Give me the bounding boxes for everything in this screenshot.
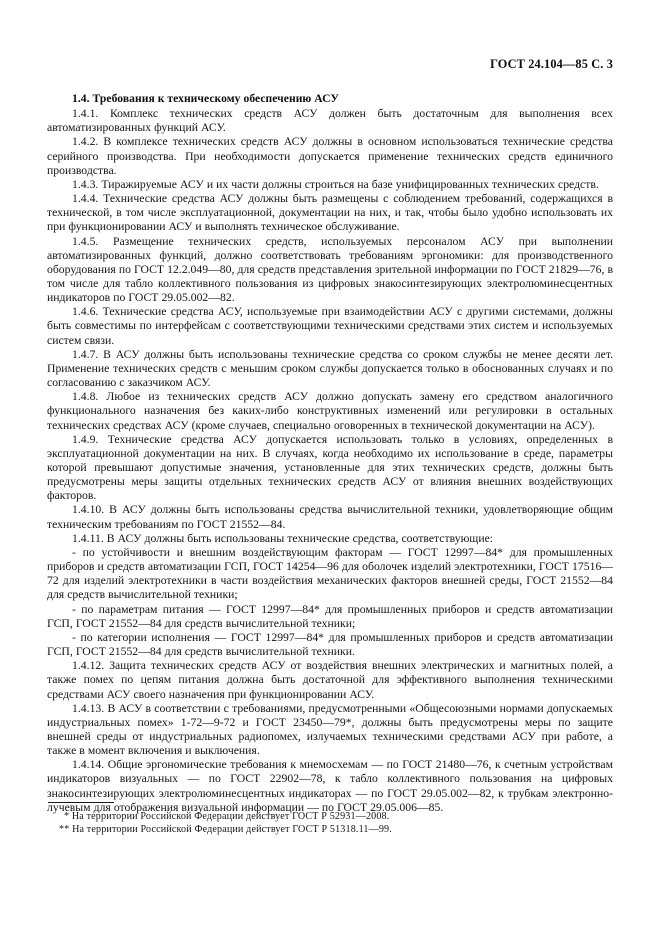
paragraph-1-4-7: 1.4.7. В АСУ должны быть использованы технические средства со сроком службы не менее десяти лет. Применение технических средств с меньшим сроком службы допускается только в обоснованных случаях и по согласованию с заказчиком АСУ. <box>47 347 613 390</box>
footnote-separator-rule <box>48 802 114 803</box>
document-body <box>47 92 613 815</box>
paragraph-1-4-11: 1.4.11. В АСУ должны быть использованы технические средства, соответствующие: <box>72 531 494 545</box>
footnote-single-asterisk: * На территории Российской Федерации действует ГОСТ Р 52931—2008. <box>64 811 390 822</box>
list-item-power: - по параметрам питания — ГОСТ 12997—84* для промышленных приборов и средств автоматизации ГСП, ГОСТ 21552—84 для средств вычислительной техники; <box>47 602 613 630</box>
running-header: ГОСТ 24.104—85 С. 3 <box>490 57 613 71</box>
paragraph-1-4-13: 1.4.13. В АСУ в соответствии с требованиями, предусмотренными «Общесоюзными нормами допускаемых индустриальных помех» 1-72—9-72 и ГОСТ 23450—79*, должны быть предусмотрены меры по защите внешней среды от индустриальных радиопомех, излучаемых техническими средствами АСУ при работе, а также в момент включения и выключения. <box>47 701 613 758</box>
list-item-category: - по категории исполнения — ГОСТ 12997—84* для промышленных приборов и средств автоматизации ГСП, ГОСТ 21552—84 для средств вычислительной техники. <box>47 630 613 659</box>
paragraph-1-4-2: 1.4.2. В комплексе технических средств АСУ должны в основном использоваться технические средства серийного производства. При необходимости допускается применение технических средств единичного производства. <box>47 135 613 177</box>
paragraph-1-4-4: 1.4.4. Технические средства АСУ должны быть размещены с соблюдением требований, содержащихся в технической, в том числе эксплуатационной, документации на них, и так, чтобы было удобно использовать их при функционировании АСУ и выполнять техническое обслуживание. <box>47 192 613 234</box>
footnote-block <box>47 802 613 836</box>
list-item-stability: - по устойчивости и внешним воздействующим факторам — ГОСТ 12997—84* для промышленных приборов и средств автоматизации ГСП, ГОСТ 14254—96 для оболочек изделий электротехники, ГОСТ 17516—72 для изделий электротехники в части воздействия механических факторов внешней среды, ГОСТ 21552—84 для средств вычислительной техники; <box>47 545 613 602</box>
paragraph-1-4-14: 1.4.14. Общие эргономические требования к мнемосхемам — по ГОСТ 21480—76, к счетным устройствам индикаторов визуальных — по ГОСТ 22902—78, к табло коллективного пользования на цифровых знакосинтезирующих электролюминесцентных индикаторах — по ГОСТ 29.05.002—82, к трубкам электронно-лучевым для отображения визуальной информации — по ГОСТ 29.05.006—85. <box>47 758 613 814</box>
paragraph-1-4-1: 1.4.1. Комплекс технических средств АСУ должен быть достаточным для выполнения всех автоматизированных функций АСУ. <box>47 107 613 135</box>
paragraph-1-4-9: 1.4.9. Технические средства АСУ допускается использовать только в условиях, определенных в эксплуатационной документации на них. В случаях, когда необходимо их использование в среде, параметры которой превышают допустимые значения, установленные для этих технических средств, должны быть предусмотрены меры защиты отдельных технических средств АСУ от влияния внешних воздействующих факторов. <box>47 432 613 503</box>
paragraph-1-4-8: 1.4.8. Любое из технических средств АСУ должно допускать замену его средством аналогичного функционального назначения без каких-либо конструктивных изменений или регулировки в остальных технических средствах АСУ (кроме случаев, специально оговоренных в технической документации на АСУ). <box>47 390 613 432</box>
paragraph-1-4-5: 1.4.5. Размещение технических средств, используемых персоналом АСУ при выполнении автоматизированных функций, должно соответствовать требованиям эргономики: для производственного оборудования по ГОСТ 12.2.049—80, для средств представления зрительной информации по ГОСТ 21829—76, в том числе для табло коллективного пользования из цифровых знакосинтезирующих электролюминесцентных индикаторов по ГОСТ 29.05.002—82. <box>47 234 613 305</box>
paragraph-1-4-10: 1.4.10. В АСУ должны быть использованы средства вычислительной техники, удовлетворяющие общим техническим требованиям по ГОСТ 21552—84. <box>47 503 613 531</box>
section-heading: 1.4. Требования к техническому обеспечению АСУ <box>72 92 339 105</box>
paragraph-1-4-12: 1.4.12. Защита технических средств АСУ от воздействия внешних электрических и магнитных полей, а также помех по цепям питания должна быть достаточной для эффективного выполнения техническими средствами АСУ своего назначения при функционировании АСУ. <box>47 659 613 701</box>
footnote-double-asterisk: ** На территории Российской Федерации действует ГОСТ Р 51318.11—99. <box>59 824 392 836</box>
paragraph-1-4-3: 1.4.3. Тиражируемые АСУ и их части должны строиться на базе унифицированных технических средств. <box>72 177 599 191</box>
paragraph-1-4-6: 1.4.6. Технические средства АСУ, используемые при взаимодействии АСУ с другими системами, должны быть совместимы по интерфейсам с соответствующими техническими средствами этих систем и используемых систем связи. <box>47 305 613 347</box>
